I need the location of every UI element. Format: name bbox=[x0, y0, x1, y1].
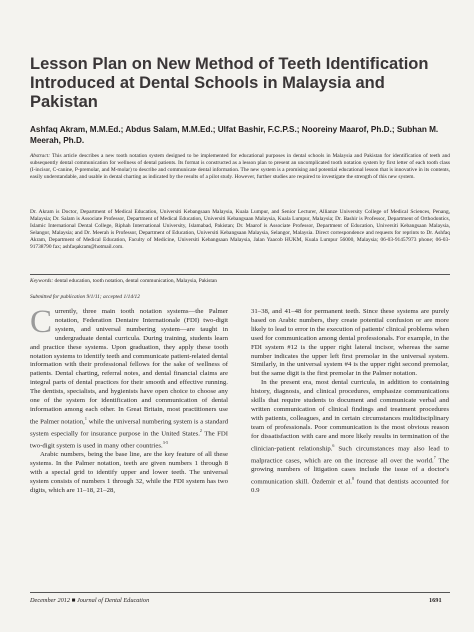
body-column-left bbox=[30, 304, 228, 496]
keywords-text: dental education, tooth notation, dental communication, Malaysia, Pakistan bbox=[54, 278, 217, 284]
submission-dates: Submitted for publication 9/1/11; accepted 1/14/12 bbox=[30, 294, 140, 300]
author-affiliations: Dr. Akram is Doctor, Department of Medical Education, Universiti Kebangsaan Malaysia, Kuala Lumpur, and Senior Lecturer, Allianze University College of Medical Sciences, Penang, Malaysia; Dr. Salam is Associate Professor, Department of Medical Education, Universiti Kebangsaan Malaysia, Kuala Lumpur, Malaysia; Dr. Bashir is Professor, Department of Orthodontics, Islamic International Dental College, Riphah International University, Islamabad, Pakistan; Dr. Maarof is Associate Professor, Department of Education, Universiti Kebangsaan Malaysia, Selangor, Malaysia; and Dr. Meerah is Professor, Department of Education, Universiti Kebangsaan Malaysia, Selangor, Malaysia. Direct correspondence and requests for reprints to Dr. Ashfaq Akram, Department of Medical Education, Faculty of Medicine, Universiti Kebangsaan Malaysia, Jalan Yaacob HUKM, Kuala Lumpur 56000, Malaysia; 06-03-91457973 phone; 06-03-91738790 fax; ashfaqakram@hotmail.com. bbox=[30, 209, 450, 251]
author-list: Ashfaq Akram, M.M.Ed.; Abdus Salam, M.M.Ed.; Ulfat Bashir, F.C.P.S.; Nooreiny Maarof, Ph.D.; Subhan M. Meerah, Ph.D. bbox=[30, 125, 439, 145]
drop-cap: C bbox=[30, 304, 53, 340]
body-paragraph: In the present era, most dental curricula, in addition to containing history, diagnosis, and clinical procedures, emphasize communications skills that require students to document and communicate verbal and written communication of clinical findings and treatment procedures with patients, colleagues, and in certain circumstances multidisciplinary team of professionals. Poor communication is the most obvious reason for dissatisfaction with care and more likely results in termination of the clinician-patient relationship.$^6$ Such circumstances may also lead to malpractice cases, which are on the increase all over the world.$^7$ The growing numbers of litigation cases include the issue of a doctor's communication skill. Özdemir et al.$^8$ found that dentists accounted for 0.9 bbox=[251, 379, 450, 494]
article-title: Lesson Plan on New Method of Teeth Identification Introduced at Dental Schools in Malaysia and Pakistan bbox=[30, 55, 429, 111]
body-paragraph: 31–38, and 41–48 for permanent teeth. Since these systems are purely based on Arabic numbers, they create potential confusion or are more likely to lead to error in the execution of patients' clinical problems when used for communication among dental professionals. For example, in the FDI system #12 is the upper right lateral incisor, whereas the same number indicates the upper left first premolar in the universal system. Similarly, in the universal system #4 is the upper right second premolar, but the same digit is the first premolar in the Palmer notation. bbox=[251, 308, 449, 378]
abstract-text: This article describes a new tooth notation system designed to be implemented for educational purposes in dental schools in Malaysia and Pakistan for identification of teeth and subsequently dental communication for wellness of dental patients. Its format is constructed as a lesson plan to present an uncomplicated tooth notation system by first letter of each tooth class (I-incisor, C-canine, P-premolar, and M-molar) to describe and communicate dental information. The new system is a promising and potential educational lesson that is innovative in its contents, easily understandable, and usable in dental charting as indicated by the results of a pilot study. However, further studies are required to investigate the strength of this new system. bbox=[30, 153, 450, 181]
body-paragraph: Currently, three main tooth notation systems—the Palmer notation, Federation Dentaire Internationale (FDI) two-digit system, and universal numbering system—are taught in undergraduate dental curricula. During training, students learn and practice these systems. Upon graduation, they apply these tooth notation systems to identify teeth and communicate patient-related dental information with their professional fellows for the sake of wellness of patients. Dental charting, referral notes, and dental financial claims are integral parts of dental practices for their smooth and effective running. The dentists, specialists, and hygienists have open choice to choose any one of the system for identification and communication of dental information among each other. In Great Britain, most practitioners use the Palmer notation,$^1$ while the universal numbering system is a standard system especially for insurance purpose in the United States.$^2$ The FDI two-digit system is used in many other countries.$^{3-5}$ bbox=[30, 304, 228, 450]
keywords-label: Keywords: bbox=[30, 278, 54, 284]
body-column-right bbox=[251, 308, 449, 496]
page-number: 1691 bbox=[429, 597, 442, 604]
body-paragraph: Arabic numbers, being the base line, are the key feature of all these systems. In the Palmer notation, teeth are given numbers 1 through 8 with a special grid to identify upper and lower teeth. The universal system consists of numbers 1 through 32, while the FDI system has two digits, which are 11–18, 21–28, bbox=[30, 451, 228, 494]
footer-divider bbox=[30, 592, 450, 593]
abstract-label: Abstract: bbox=[30, 153, 51, 159]
abstract bbox=[30, 153, 450, 181]
divider-top bbox=[30, 274, 450, 275]
journal-footer: December 2012 ■ Journal of Dental Education bbox=[30, 597, 150, 604]
keywords bbox=[30, 278, 450, 284]
